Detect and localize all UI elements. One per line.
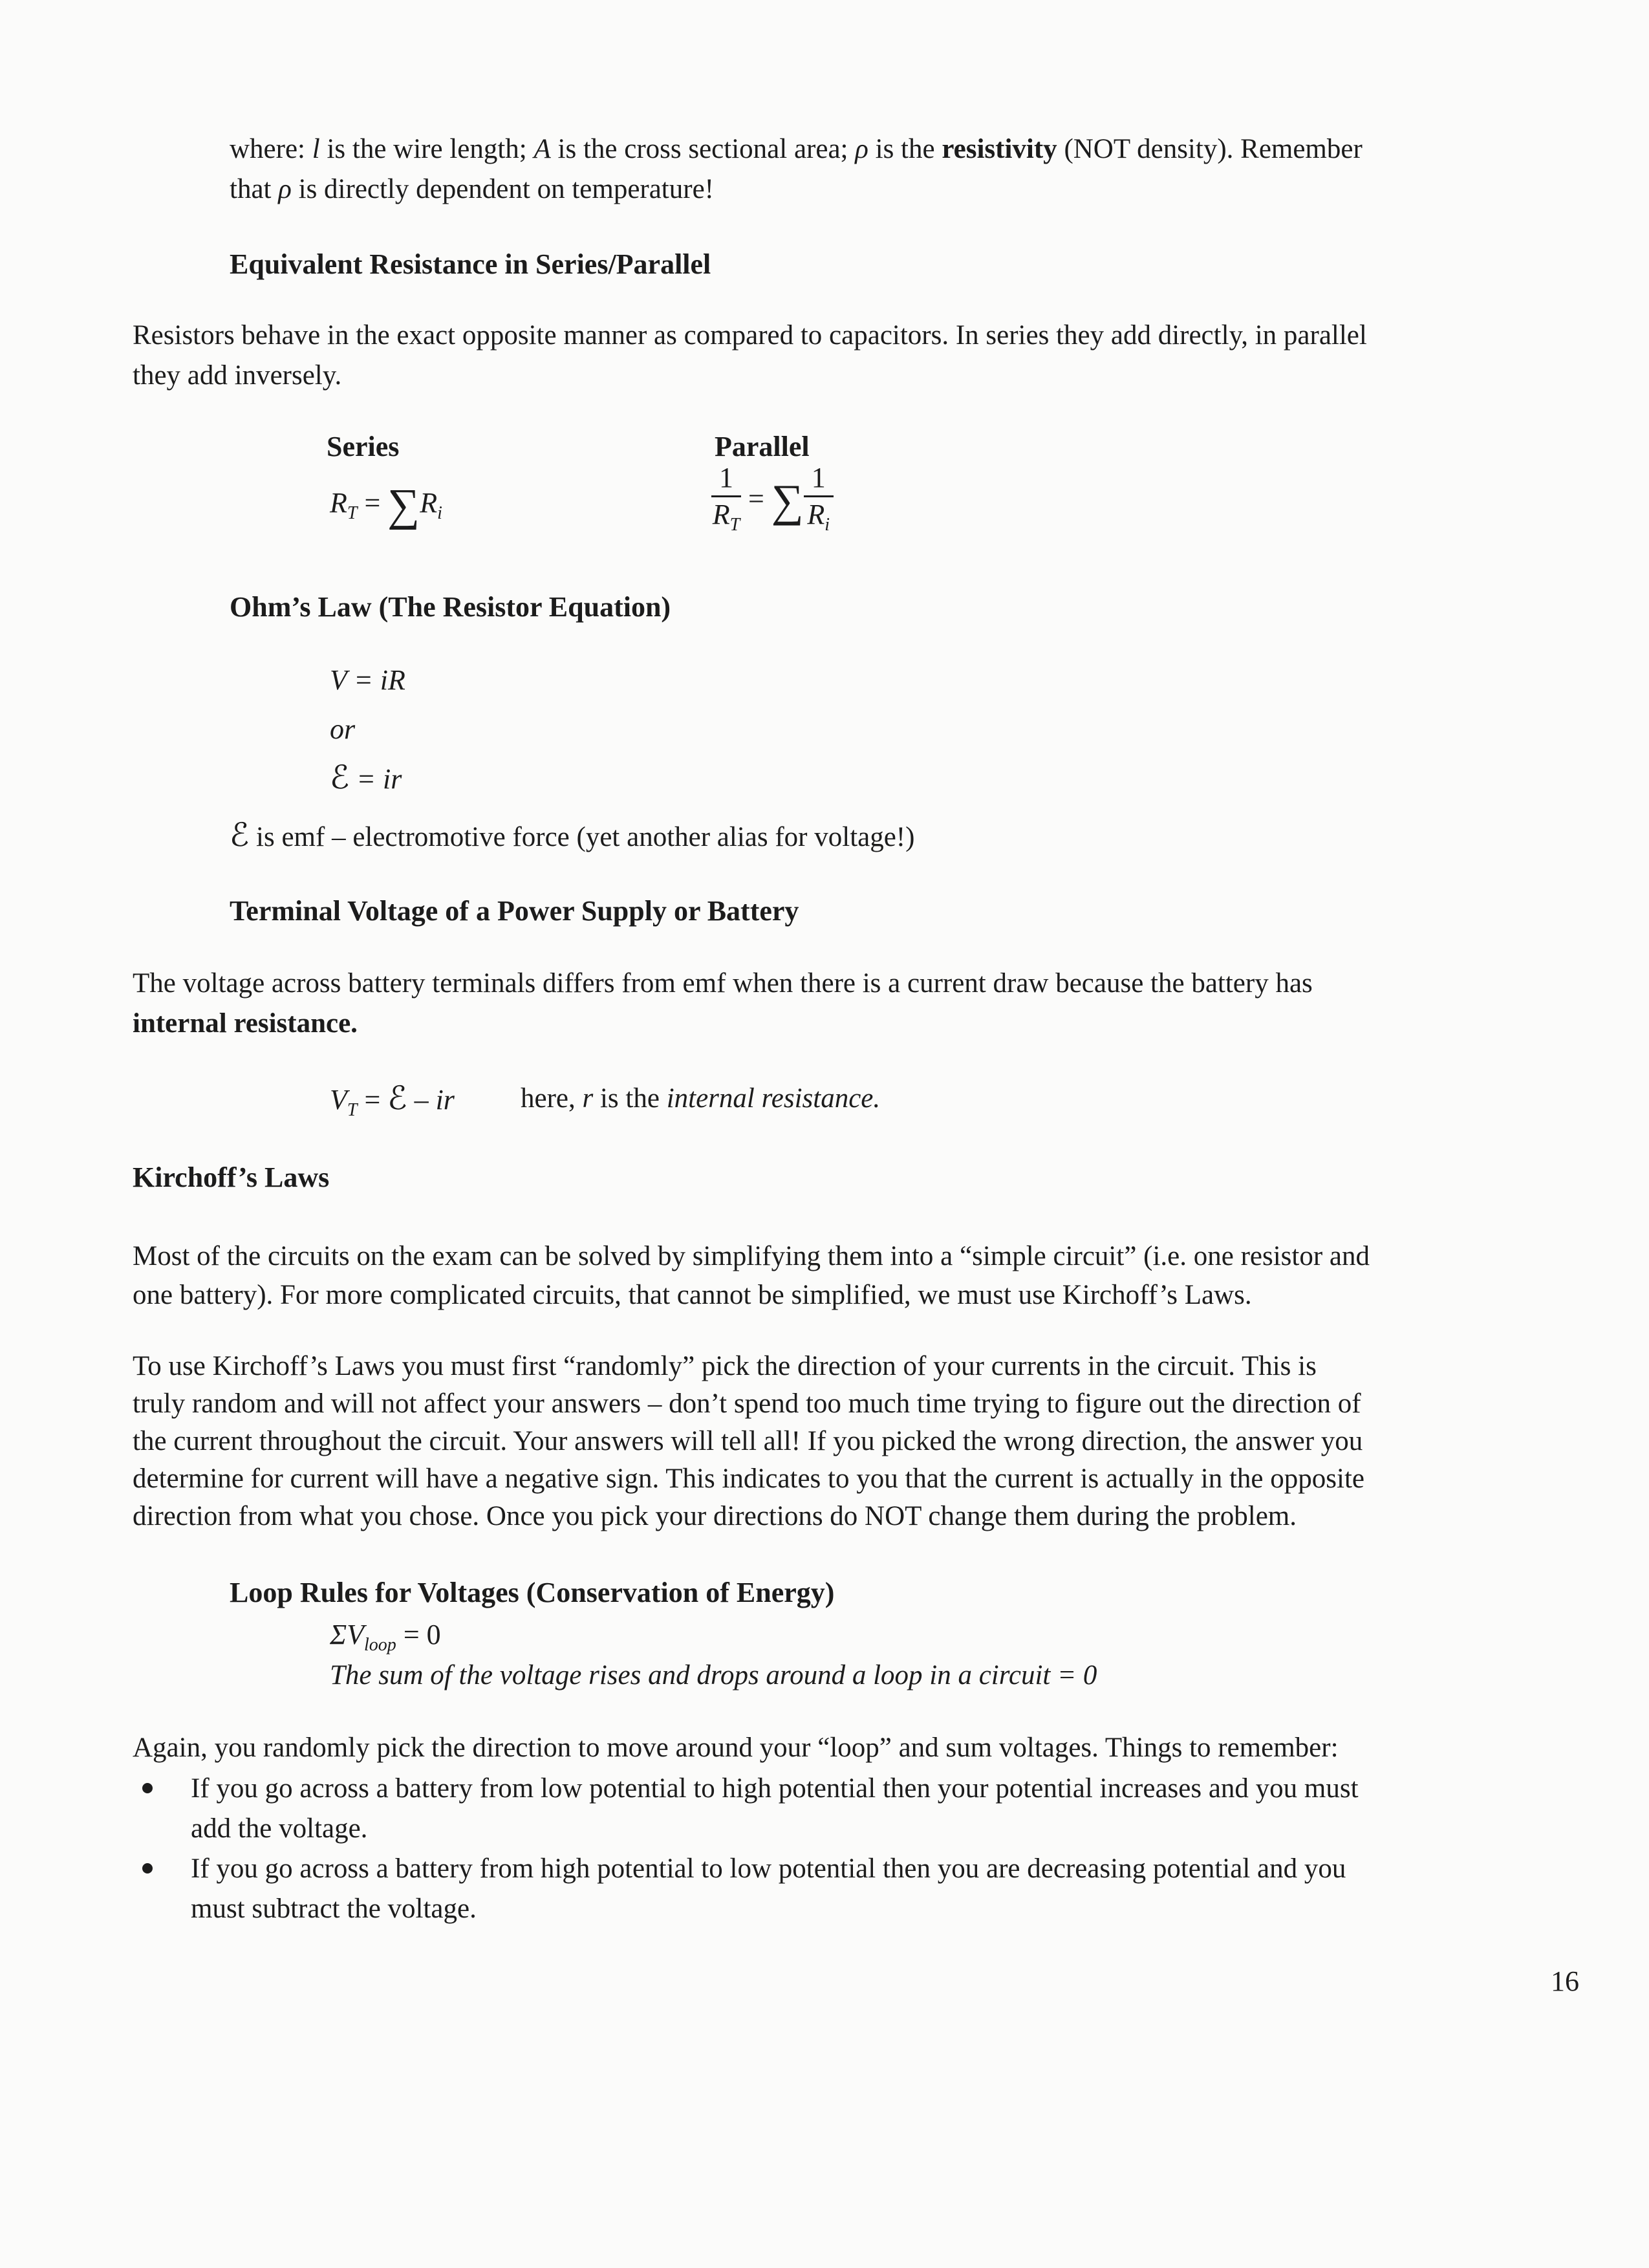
series-equation: $R_T = \sum R_i$ — [330, 480, 442, 530]
intro-line-1: where: l is the wire length; A is the cross sectional area; ρ is the resistivity (NOT density). Remember — [230, 134, 1363, 164]
ohm-or: or — [330, 713, 356, 745]
series-label: Series — [327, 431, 400, 462]
heading-equivalent-resistance: Equivalent Resistance in Series/Parallel — [230, 248, 711, 280]
equiv-paragraph-line-2: they add inversely. — [133, 360, 342, 391]
parallel-equation: $\frac{1}{R_T}$ = ∑ $\frac{1}{R_i}$ — [711, 460, 834, 543]
page-number: 16 — [1551, 1965, 1579, 1997]
kirchoff-p2-line-5: direction from what you chose. Once you pick your directions do NOT change them during the problem. — [133, 1501, 1297, 1531]
loop-equation: $\Sigma V_{loop} = 0$ — [330, 1619, 441, 1655]
parallel-label: Parallel — [715, 431, 810, 462]
bullet-icon — [142, 1863, 153, 1874]
kirchoff-p1-line-1: Most of the circuits on the exam can be solved by simplifying them into a “simple circuit” (i.e. one resistor and — [133, 1241, 1370, 1271]
terminal-note: here, r is the internal resistance. — [521, 1083, 881, 1114]
equiv-paragraph-line-1: Resistors behave in the exact opposite manner as compared to capacitors. In series they add directly, in parallel — [133, 320, 1367, 351]
emf-symbol: ℰ — [330, 759, 350, 796]
loop-bullet-list — [133, 1769, 1555, 1929]
kirchoff-p1-line-2: one battery). For more complicated circuits, that cannot be simplified, we must use Kirchoff’s Laws. — [133, 1280, 1252, 1310]
ohm-equation-1: V = iR — [330, 664, 405, 696]
heading-terminal-voltage: Terminal Voltage of a Power Supply or Battery — [230, 895, 799, 927]
kirchoff-p2-line-1: To use Kirchoff’s Laws you must first “randomly” pick the direction of your currents in the circuit. This is — [133, 1351, 1317, 1381]
heading-kirchoffs-laws: Kirchoff’s Laws — [133, 1161, 330, 1193]
loop-statement: The sum of the voltage rises and drops around a loop in a circuit = 0 — [330, 1660, 1097, 1690]
bullet-icon — [142, 1783, 153, 1793]
kirchoff-p2-line-4: determine for current will have a negative sign. This indicates to you that the current is actually in the opposite — [133, 1463, 1364, 1494]
loop-intro: Again, you randomly pick the direction to move around your “loop” and sum voltages. Things to remember: — [133, 1733, 1339, 1763]
kirchoff-p2-line-3: the current throughout the circuit. Your answers will tell all! If you picked the wrong direction, the answer you — [133, 1426, 1363, 1456]
intro-line-2: that ρ is directly dependent on temperature! — [230, 174, 714, 204]
heading-loop-rules: Loop Rules for Voltages (Conservation of Energy) — [230, 1577, 835, 1608]
heading-ohms-law: Ohm’s Law (The Resistor Equation) — [230, 591, 671, 623]
kirchoff-p2-line-2: truly random and will not affect your answers – don’t spend too much time trying to figure out the direction of — [133, 1388, 1361, 1419]
emf-note: ℰ is emf – electromotive force (yet another alias for voltage!) — [230, 816, 915, 854]
list-item: If you go across a battery from high potential to low potential then you are decreasing potential and you must subtract the voltage. — [133, 1849, 1555, 1929]
ohm-equation-2: ℰ = ir — [330, 759, 402, 796]
terminal-paragraph-line-1: The voltage across battery terminals differs from emf when there is a current draw because the battery has — [133, 968, 1313, 999]
terminal-equation: $V_T$ = ℰ – ir — [330, 1079, 455, 1120]
terminal-paragraph-line-2: internal resistance. — [133, 1008, 358, 1039]
list-item: If you go across a battery from low potential to high potential then your potential increases and you must add the voltage. — [133, 1769, 1555, 1849]
